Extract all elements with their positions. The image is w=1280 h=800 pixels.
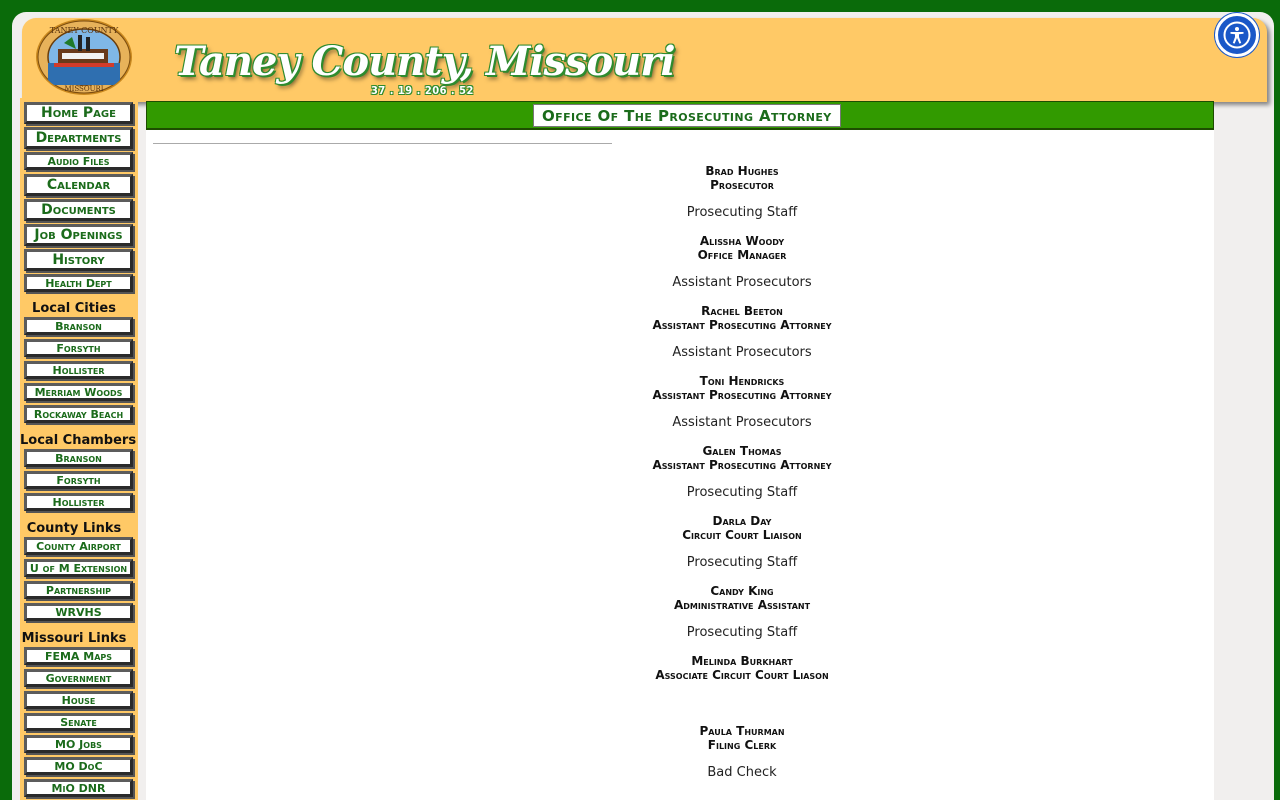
page-title: Office Of The Prosecuting Attorney xyxy=(533,104,841,127)
staff-entry xyxy=(592,654,892,682)
staff-role: Assistant Prosecuting Attorney xyxy=(652,318,832,332)
staff-entry xyxy=(592,374,892,402)
staff-section-label xyxy=(592,346,892,360)
staff-entry xyxy=(592,724,892,752)
section-label: Prosecuting Staff xyxy=(686,555,798,570)
sidebar-link-documents[interactable]: Documents xyxy=(24,199,133,221)
sidebar-link-missouri-mo-doc[interactable]: MO DoC xyxy=(24,757,133,775)
staff-role: Office Manager xyxy=(697,248,787,262)
staff-section-label xyxy=(592,206,892,220)
sidebar-link-county-county-airport[interactable]: County Airport xyxy=(24,537,133,555)
sidebar-link-calendar[interactable]: Calendar xyxy=(24,174,133,196)
section-label: Prosecuting Staff xyxy=(686,205,798,220)
site-coords: 37 . 19 . 206 . 52 xyxy=(371,84,474,97)
section-label: Assistant Prosecutors xyxy=(672,275,812,290)
staff-name: Brad Hughes xyxy=(705,164,779,178)
staff-name: Rachel Beeton xyxy=(701,304,783,318)
sidebar-link-home-page[interactable]: Home Page xyxy=(24,102,133,124)
sidebar-link-missouri-mo-jobs[interactable]: MO Jobs xyxy=(24,735,133,753)
title-bar xyxy=(146,101,1214,130)
sidebar-link-health-dept[interactable]: Health Dept xyxy=(24,274,133,292)
staff-entry xyxy=(592,304,892,332)
sidebar-link-cities-rockaway-beach[interactable]: Rockaway Beach xyxy=(24,405,133,423)
sidebar-link-cities-forsyth[interactable]: Forsyth xyxy=(24,339,133,357)
sidebar-link-missouri-mio-dnr[interactable]: MiO DNR xyxy=(24,779,133,797)
sidebar-link-county-partnership[interactable]: Partnership xyxy=(24,581,133,599)
sidebar-heading-county: County Links xyxy=(26,521,122,536)
sidebar-link-missouri-house[interactable]: House xyxy=(24,691,133,709)
county-seal xyxy=(34,19,134,95)
staff-section-label xyxy=(592,416,892,430)
accessibility-button[interactable] xyxy=(1215,13,1259,57)
staff-entry xyxy=(592,584,892,612)
staff-section-label xyxy=(592,486,892,500)
horizontal-rule xyxy=(153,143,612,144)
sidebar-link-cities-merriam-woods[interactable]: Merriam Woods xyxy=(24,383,133,401)
staff-name: Alissha Woody xyxy=(699,234,785,248)
staff-section-label xyxy=(592,276,892,290)
staff-section-label xyxy=(592,626,892,640)
staff-entry xyxy=(592,164,892,192)
staff-role: Associate Circuit Court Liason xyxy=(655,668,829,682)
section-label: Assistant Prosecutors xyxy=(672,345,812,360)
staff-name: Paula Thurman xyxy=(699,724,785,738)
staff-name: Galen Thomas xyxy=(702,444,782,458)
sidebar-link-missouri-fema-maps[interactable]: FEMA Maps xyxy=(24,647,133,665)
sidebar-link-chambers-hollister[interactable]: Hollister xyxy=(24,493,133,511)
sidebar-link-county-wrvhs[interactable]: WRVHS xyxy=(24,603,133,621)
staff-role: Assistant Prosecuting Attorney xyxy=(652,458,832,472)
staff-entry xyxy=(592,514,892,542)
sidebar-link-missouri-government[interactable]: Government xyxy=(24,669,133,687)
sidebar-link-chambers-forsyth[interactable]: Forsyth xyxy=(24,471,133,489)
accessibility-icon xyxy=(1223,21,1251,49)
section-label: Bad Check xyxy=(707,765,777,780)
sidebar-link-cities-branson[interactable]: Branson xyxy=(24,317,133,335)
sidebar-heading-cities: Local Cities xyxy=(32,301,116,316)
sidebar-link-missouri-senate[interactable]: Senate xyxy=(24,713,133,731)
sidebar-link-audio-files[interactable]: Audio Files xyxy=(24,152,133,170)
sidebar-link-departments[interactable]: Departments xyxy=(24,127,133,149)
section-label: Prosecuting Staff xyxy=(686,485,798,500)
staff-name: Melinda Burkhart xyxy=(691,654,793,668)
sidebar-link-job-openings[interactable]: Job Openings xyxy=(24,224,133,246)
staff-entry xyxy=(592,234,892,262)
staff-name: Toni Hendricks xyxy=(699,374,785,388)
staff-section-label xyxy=(592,556,892,570)
site-title: Taney County, Missouri xyxy=(174,38,675,85)
staff-role: Filing Clerk xyxy=(707,738,777,752)
section-label: Prosecuting Staff xyxy=(686,625,798,640)
svg-text:MISSOURI: MISSOURI xyxy=(64,85,104,93)
site-header xyxy=(22,18,1267,102)
staff-section-label xyxy=(592,766,892,780)
sidebar-heading-chambers: Local Chambers xyxy=(20,433,137,448)
sidebar-nav xyxy=(20,98,138,800)
sidebar-heading-missouri: Missouri Links xyxy=(21,631,127,646)
staff-name: Candy King xyxy=(710,584,774,598)
section-label: Assistant Prosecutors xyxy=(672,415,812,430)
staff-role: Prosecutor xyxy=(710,178,774,192)
staff-name: Darla Day xyxy=(712,514,772,528)
sidebar-link-history[interactable]: History xyxy=(24,249,133,271)
staff-role: Circuit Court Liaison xyxy=(682,528,802,542)
sidebar-link-county-u-of-m-extension[interactable]: U of M Extension xyxy=(24,559,133,577)
staff-role: Assistant Prosecuting Attorney xyxy=(652,388,832,402)
main-content xyxy=(146,101,1214,800)
sidebar-link-cities-hollister[interactable]: Hollister xyxy=(24,361,133,379)
staff-role: Administrative Assistant xyxy=(673,598,811,612)
sidebar-link-chambers-branson[interactable]: Branson xyxy=(24,449,133,467)
staff-entry xyxy=(592,444,892,472)
svg-text:TANEY COUNTY: TANEY COUNTY xyxy=(49,26,119,35)
